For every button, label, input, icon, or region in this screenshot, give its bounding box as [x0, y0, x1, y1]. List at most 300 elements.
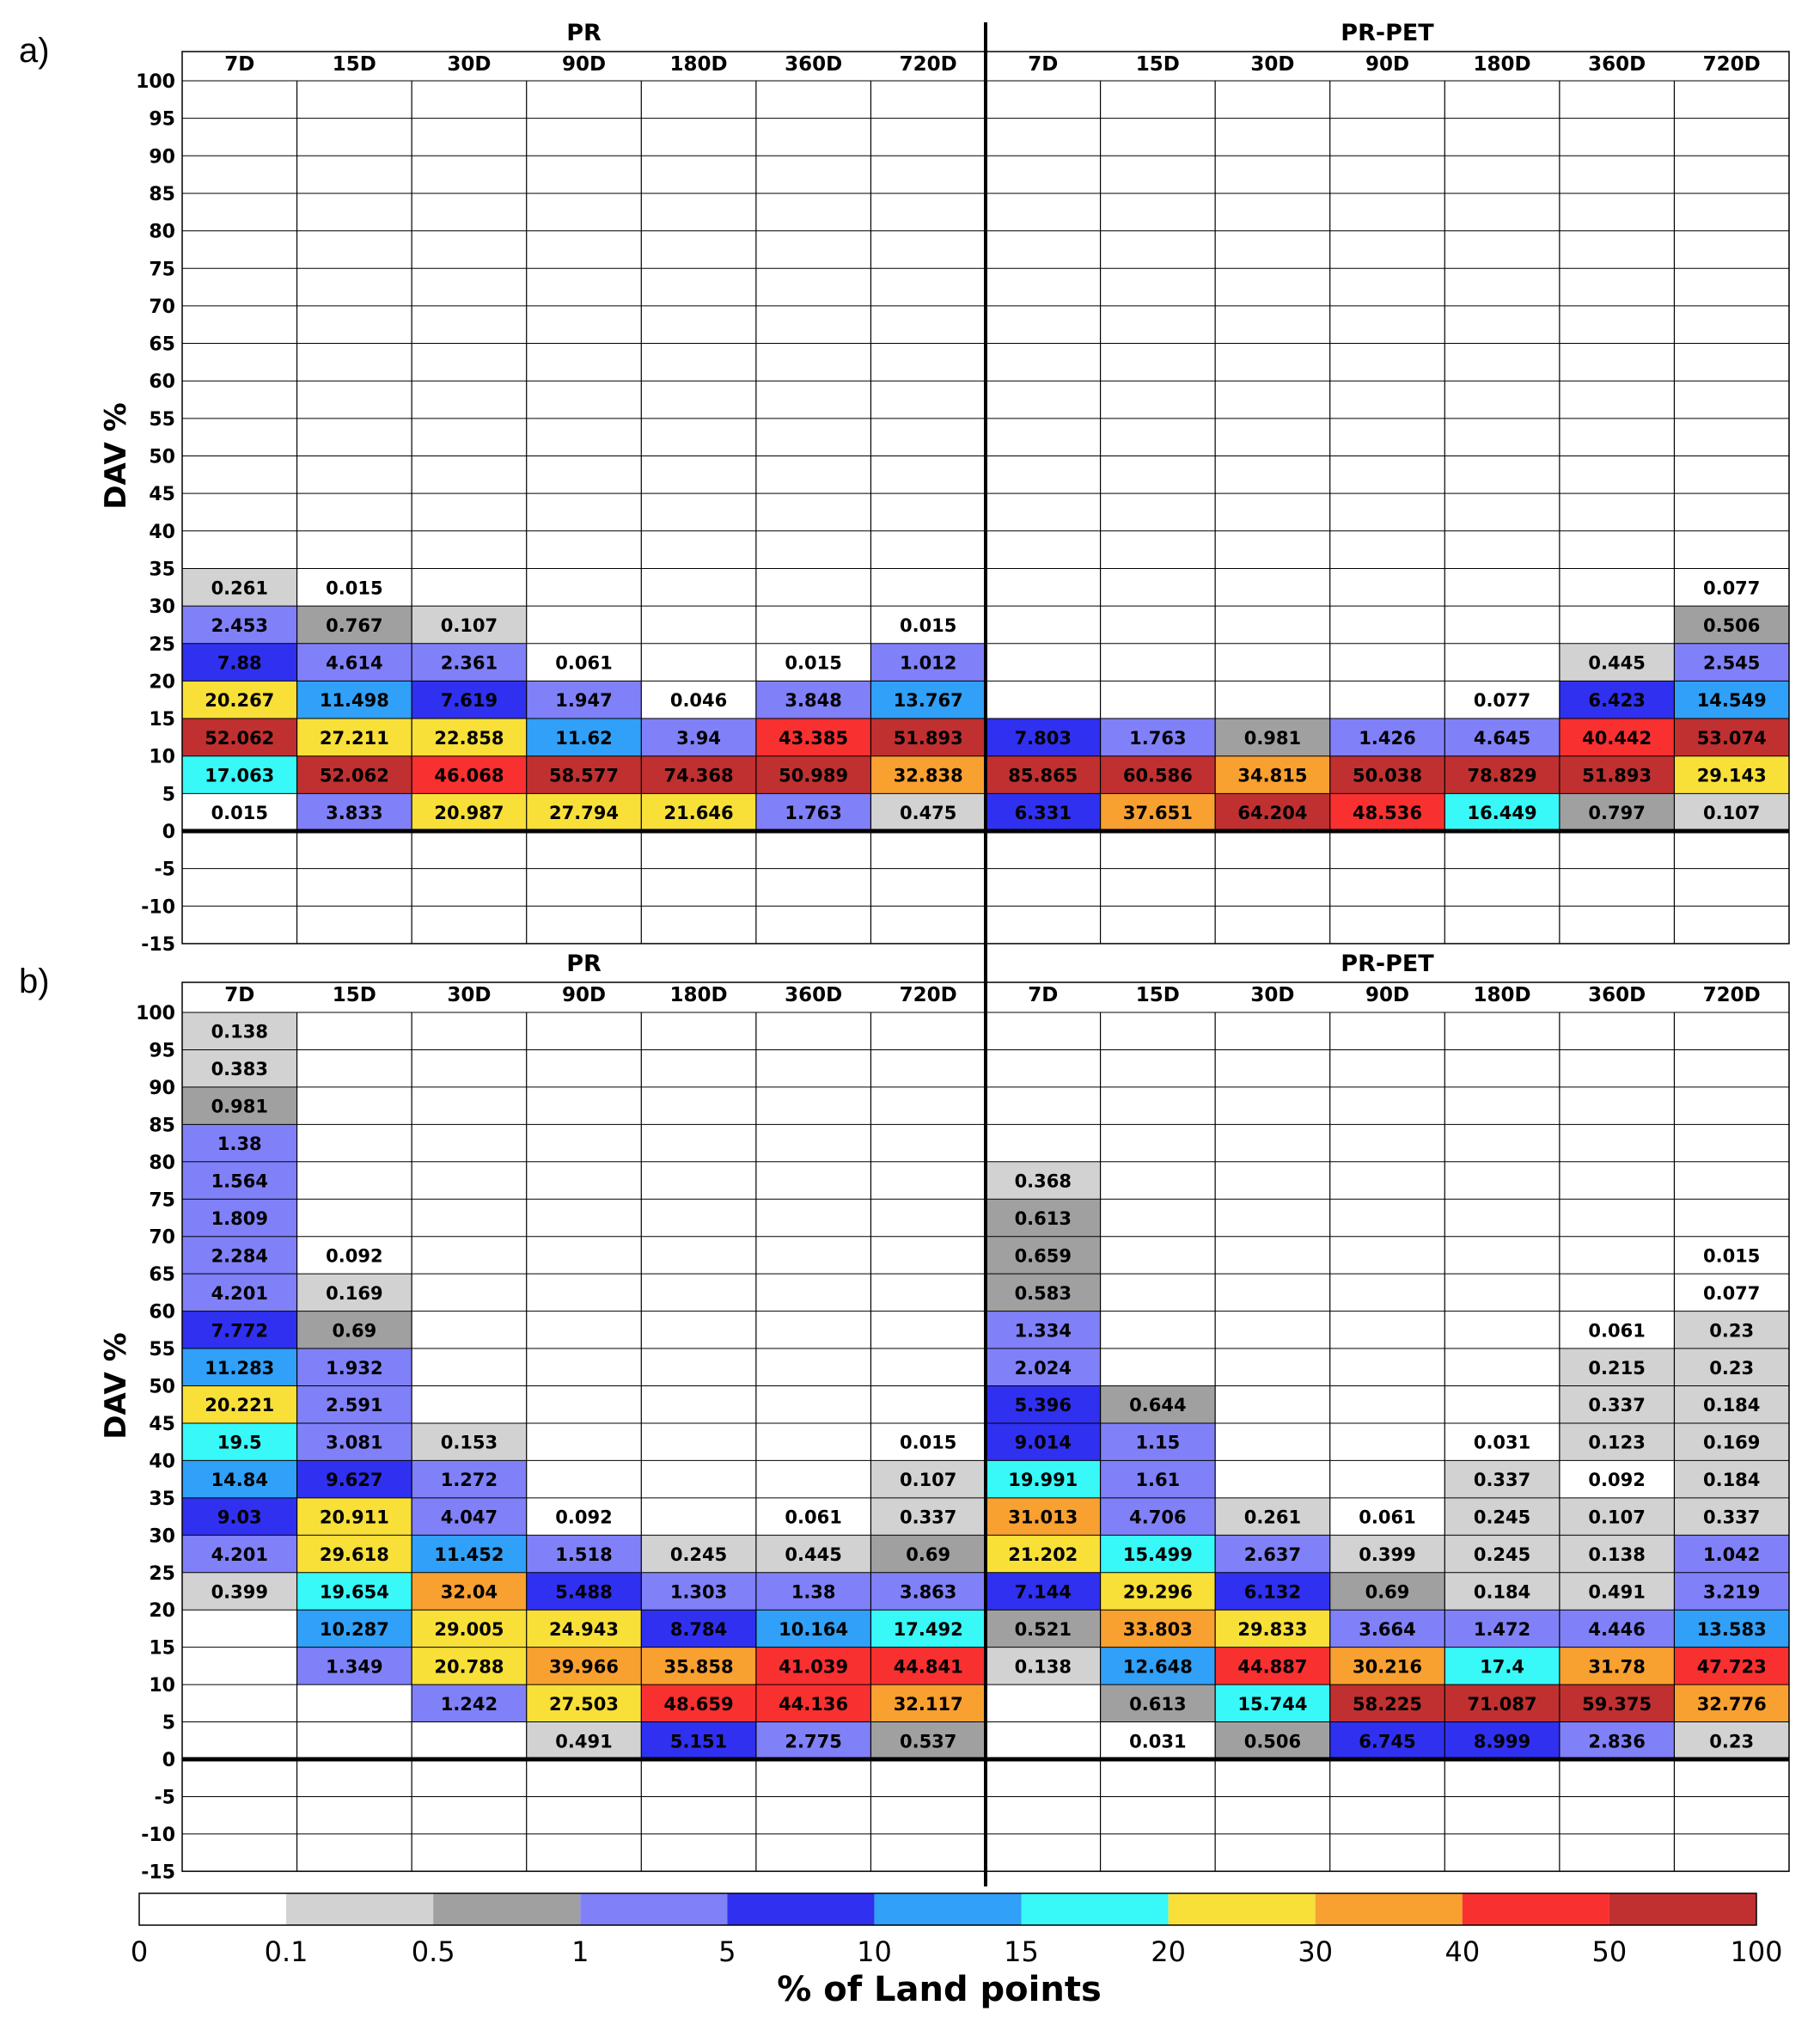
cell-value-label: 12.648	[1122, 1656, 1193, 1678]
panel-label: b)	[19, 963, 50, 1000]
column-label: 180D	[669, 984, 728, 1006]
y-tick-label: 85	[149, 1115, 175, 1137]
cell-value-label: 15.744	[1237, 1693, 1308, 1715]
y-tick-label: 5	[162, 784, 175, 806]
cell-value-label: 14.84	[211, 1470, 269, 1491]
column-label: 90D	[561, 53, 607, 76]
cell-value-label: 29.296	[1122, 1581, 1193, 1603]
column-label: 30D	[447, 984, 492, 1006]
cell-value-label: 11.452	[434, 1544, 504, 1566]
cell-value-label: 2.284	[211, 1245, 269, 1267]
colorbar-tick-label: 5	[718, 1935, 736, 1968]
cell-value-label: 0.537	[899, 1731, 957, 1752]
cell-value-label: 9.014	[1014, 1432, 1072, 1453]
cell-value-label: 58.577	[548, 765, 620, 786]
colorbar-segment	[874, 1893, 1021, 1925]
cell-value-label: 29.143	[1696, 765, 1767, 786]
cell-value-label: 21.646	[663, 803, 734, 824]
colorbar-segment	[286, 1893, 433, 1925]
y-tick-label: 15	[149, 1637, 175, 1660]
cell-value-label: 32.776	[1696, 1693, 1767, 1715]
group-header: PR-PET	[1341, 951, 1434, 977]
cell-value-label: 3.664	[1359, 1618, 1416, 1640]
cell-value-label: 0.015	[899, 1432, 957, 1453]
cell-value-label: 1.15	[1135, 1432, 1181, 1453]
cell-value-label: 0.015	[326, 578, 383, 599]
colorbar-tick-label: 1	[571, 1935, 589, 1968]
colorbar-tick-label: 10	[857, 1935, 892, 1968]
cell-value-label: 5.151	[669, 1731, 728, 1752]
cell-value-label: 0.138	[211, 1021, 269, 1042]
cell-value-label: 19.654	[319, 1581, 389, 1603]
column-label: 90D	[561, 984, 607, 1006]
cell-value-label: 4.645	[1473, 727, 1531, 749]
cell-value-label: 3.848	[785, 690, 842, 712]
cell-value-label: 17.4	[1480, 1656, 1524, 1678]
y-tick-label: 90	[149, 146, 175, 168]
cell-value-label: 17.063	[205, 765, 275, 786]
heatmap-panel-a	[19, 20, 1789, 956]
y-tick-label: 10	[149, 1675, 175, 1697]
cell-value-label: 58.225	[1352, 1693, 1423, 1715]
cell-value-label: 0.613	[1014, 1208, 1072, 1229]
column-label: 15D	[332, 53, 376, 76]
cell-value-label: 19.5	[217, 1432, 262, 1453]
column-label: 720D	[1702, 53, 1761, 76]
y-tick-label: -5	[154, 1787, 175, 1809]
y-tick-label: 50	[149, 1376, 175, 1398]
colorbar-segment	[1316, 1893, 1463, 1925]
y-tick-label: -15	[141, 933, 175, 956]
cell-value-label: 27.211	[319, 727, 389, 749]
y-tick-label: 25	[149, 1562, 175, 1585]
cell-value-label: 11.283	[205, 1357, 275, 1379]
cell-value-label: 64.204	[1237, 803, 1308, 824]
y-tick-label: 85	[149, 183, 175, 205]
cell-value-label: 27.794	[548, 803, 620, 824]
cell-value-label: 0.061	[555, 652, 613, 674]
y-axis-label: DAV %	[99, 402, 133, 510]
column-label: 15D	[1135, 53, 1180, 76]
cell-value-label: 3.219	[1702, 1581, 1761, 1603]
cell-value-label: 1.564	[211, 1171, 269, 1192]
cell-value-label: 0.445	[785, 1544, 842, 1566]
cell-value-label: 10.287	[319, 1618, 389, 1640]
y-tick-label: 55	[149, 408, 175, 431]
colorbar-tick-label: 100	[1730, 1935, 1783, 1968]
y-tick-label: 30	[149, 596, 175, 619]
colorbar-segment	[139, 1893, 286, 1925]
cell-value-label: 1.349	[326, 1656, 383, 1678]
column-label: 90D	[1365, 53, 1410, 76]
cell-value-label: 29.833	[1237, 1618, 1308, 1640]
cell-value-label: 1.518	[555, 1544, 613, 1566]
colorbar-tick-label: 40	[1444, 1935, 1481, 1968]
cell-value-label: 51.893	[893, 727, 963, 749]
cell-value-label: 7.772	[211, 1320, 269, 1342]
cell-value-label: 39.966	[548, 1656, 620, 1678]
cell-value-label: 14.549	[1696, 690, 1767, 712]
cell-value-label: 20.911	[319, 1507, 389, 1528]
group-header: PR	[566, 20, 602, 46]
cell-value-label: 0.169	[1702, 1432, 1761, 1453]
colorbar-tick-label: 50	[1591, 1935, 1628, 1968]
cell-value-label: 9.03	[217, 1507, 262, 1528]
colorbar-segment	[1169, 1893, 1316, 1925]
cell-value-label: 3.94	[676, 727, 721, 749]
cell-value-label: 20.267	[205, 690, 275, 712]
cell-value-label: 21.202	[1008, 1544, 1078, 1566]
cell-value-label: 0.153	[440, 1432, 498, 1453]
cell-value-label: 0.613	[1129, 1693, 1187, 1715]
cell-value-label: 31.013	[1008, 1507, 1078, 1528]
cell-value-label: 1.947	[555, 690, 613, 712]
cell-value-label: 0.123	[1588, 1432, 1646, 1453]
cell-value-label: 0.015	[1702, 1245, 1761, 1267]
cell-value-label: 4.201	[211, 1544, 269, 1566]
cell-value-label: 0.506	[1702, 614, 1761, 636]
column-label: 720D	[899, 984, 957, 1006]
colorbar-segment	[1609, 1893, 1756, 1925]
cell-value-label: 0.031	[1473, 1432, 1531, 1453]
cell-value-label: 44.136	[779, 1693, 849, 1715]
cell-value-label: 46.068	[434, 765, 504, 786]
cell-value-label: 48.536	[1352, 803, 1423, 824]
y-tick-label: -5	[154, 859, 175, 881]
cell-value-label: 7.88	[217, 652, 262, 674]
cell-value-label: 0.061	[1359, 1507, 1416, 1528]
column-label: 180D	[669, 53, 728, 76]
cell-value-label: 32.838	[893, 765, 963, 786]
cell-value-label: 3.863	[899, 1581, 957, 1603]
cell-value-label: 0.184	[1702, 1470, 1761, 1491]
cell-value-label: 0.092	[1588, 1470, 1646, 1491]
column-label: 720D	[899, 53, 957, 76]
y-tick-label: 20	[149, 671, 175, 694]
cell-value-label: 0.491	[1588, 1581, 1646, 1603]
cell-value-label: 3.833	[326, 803, 383, 824]
column-label: 30D	[447, 53, 492, 76]
y-tick-label: -10	[141, 896, 175, 919]
column-label: 30D	[1250, 984, 1295, 1006]
cell-value-label: 29.618	[319, 1544, 389, 1566]
cell-value-label: 0.368	[1014, 1171, 1072, 1192]
column-label: 15D	[1135, 984, 1180, 1006]
column-label: 30D	[1250, 53, 1295, 76]
cell-value-label: 17.492	[893, 1618, 963, 1640]
cell-value-label: 0.138	[1014, 1656, 1072, 1678]
cell-value-label: 1.042	[1702, 1544, 1761, 1566]
column-label: 360D	[1588, 984, 1646, 1006]
y-tick-label: 55	[149, 1339, 175, 1361]
cell-value-label: 0.184	[1473, 1581, 1531, 1603]
y-tick-label: 5	[162, 1712, 175, 1734]
cell-value-label: 24.943	[548, 1618, 620, 1640]
cell-value-label: 1.38	[217, 1134, 262, 1155]
cell-value-label: 0.015	[785, 652, 842, 674]
cell-value-label: 7.803	[1014, 727, 1072, 749]
column-label: 7D	[224, 53, 255, 76]
cell-value-label: 15.499	[1122, 1544, 1193, 1566]
y-tick-label: 35	[149, 1488, 175, 1510]
cell-value-label: 10.164	[779, 1618, 849, 1640]
cell-value-label: 2.361	[440, 652, 498, 674]
cell-value-label: 1.334	[1014, 1320, 1072, 1342]
y-tick-label: 50	[149, 446, 175, 468]
cell-value-label: 8.999	[1473, 1731, 1531, 1752]
cell-value-label: 0.245	[1473, 1544, 1531, 1566]
cell-value-label: 16.449	[1467, 803, 1537, 824]
cell-value-label: 71.087	[1467, 1693, 1537, 1715]
cell-value-label: 0.245	[1473, 1507, 1531, 1528]
cell-value-label: 31.78	[1588, 1656, 1646, 1678]
cell-value-label: 0.184	[1702, 1395, 1761, 1416]
cell-value-label: 1.472	[1473, 1618, 1531, 1640]
cell-value-label: 0.107	[440, 614, 498, 636]
colorbar-label: % of Land points	[777, 1970, 1102, 2009]
y-tick-label: 95	[149, 108, 175, 131]
cell-value-label: 6.423	[1588, 690, 1646, 712]
y-tick-label: 40	[149, 521, 175, 543]
cell-value-label: 8.784	[669, 1618, 728, 1640]
cell-value-label: 20.788	[434, 1656, 504, 1678]
cell-value-label: 3.081	[326, 1432, 383, 1453]
cell-value-label: 0.583	[1014, 1282, 1072, 1304]
cell-value-label: 0.399	[211, 1581, 269, 1603]
colorbar-tick-label: 20	[1151, 1935, 1186, 1968]
colorbar-segment	[1022, 1893, 1169, 1925]
y-tick-label: 75	[149, 1189, 175, 1212]
cell-value-label: 0.138	[1588, 1544, 1646, 1566]
cell-value-label: 6.745	[1359, 1731, 1416, 1752]
cell-value-label: 6.132	[1243, 1581, 1302, 1603]
cell-value-label: 0.337	[1473, 1470, 1531, 1491]
column-label: 7D	[224, 984, 255, 1006]
cell-value-label: 0.23	[1709, 1731, 1755, 1752]
y-tick-label: -10	[141, 1824, 175, 1846]
cell-value-label: 2.024	[1014, 1357, 1072, 1379]
y-tick-label: 35	[149, 559, 175, 581]
cell-value-label: 13.583	[1696, 1618, 1767, 1640]
cell-value-label: 44.887	[1237, 1656, 1308, 1678]
cell-value-label: 2.775	[785, 1731, 842, 1752]
column-label: 7D	[1028, 53, 1059, 76]
cell-value-label: 1.763	[1129, 727, 1187, 749]
y-tick-label: 0	[162, 822, 175, 843]
cell-value-label: 0.337	[1702, 1507, 1761, 1528]
cell-value-label: 0.69	[1365, 1581, 1410, 1603]
y-tick-label: 75	[149, 259, 175, 281]
cell-value-label: 0.077	[1702, 1282, 1761, 1304]
y-tick-label: 30	[149, 1525, 175, 1548]
cell-value-label: 1.272	[440, 1470, 498, 1491]
cell-value-label: 0.061	[1588, 1320, 1646, 1342]
y-tick-label: 80	[149, 1152, 175, 1174]
cell-value-label: 0.69	[906, 1544, 951, 1566]
cell-value-label: 30.216	[1352, 1656, 1423, 1678]
y-tick-label: 90	[149, 1077, 175, 1099]
cell-value-label: 4.047	[440, 1507, 498, 1528]
cell-value-label: 0.69	[332, 1320, 377, 1342]
cell-value-label: 0.107	[1588, 1507, 1646, 1528]
cell-value-label: 6.331	[1014, 803, 1072, 824]
cell-value-label: 20.987	[434, 803, 504, 824]
cell-value-label: 52.062	[319, 765, 389, 786]
cell-value-label: 0.475	[899, 803, 957, 824]
column-label: 7D	[1028, 984, 1059, 1006]
y-tick-label: 20	[149, 1600, 175, 1623]
cell-value-label: 53.074	[1696, 727, 1767, 749]
cell-value-label: 48.659	[663, 1693, 734, 1715]
cell-value-label: 2.637	[1243, 1544, 1302, 1566]
cell-value-label: 2.545	[1702, 652, 1761, 674]
colorbar-segment	[580, 1893, 727, 1925]
cell-value-label: 0.491	[555, 1731, 613, 1752]
cell-value-label: 0.107	[1702, 803, 1761, 824]
cell-value-label: 1.012	[899, 652, 957, 674]
cell-value-label: 0.521	[1014, 1618, 1072, 1640]
cell-value-label: 0.107	[899, 1470, 957, 1491]
y-tick-label: -15	[141, 1862, 175, 1884]
y-tick-label: 25	[149, 633, 175, 656]
y-tick-label: 10	[149, 746, 175, 768]
cell-value-label: 0.337	[899, 1507, 957, 1528]
y-tick-label: 80	[149, 221, 175, 243]
y-tick-label: 60	[149, 1301, 175, 1324]
cell-value-label: 0.245	[669, 1544, 728, 1566]
cell-value-label: 0.659	[1014, 1245, 1072, 1267]
cell-value-label: 40.442	[1582, 727, 1652, 749]
cell-value-label: 0.383	[211, 1059, 269, 1080]
cell-value-label: 41.039	[779, 1656, 849, 1678]
cell-value-label: 27.503	[548, 1693, 620, 1715]
cell-value-label: 1.426	[1359, 727, 1416, 749]
cell-value-label: 13.767	[893, 690, 963, 712]
y-tick-label: 0	[162, 1750, 175, 1771]
y-tick-label: 45	[149, 1413, 175, 1435]
cell-value-label: 4.706	[1129, 1507, 1187, 1528]
cell-value-label: 0.077	[1702, 578, 1761, 599]
column-label: 180D	[1473, 53, 1531, 76]
cell-value-label: 0.797	[1588, 803, 1646, 824]
cell-value-label: 2.453	[211, 614, 269, 636]
colorbar-tick-label: 0.1	[264, 1935, 308, 1968]
cell-value-label: 32.04	[440, 1581, 498, 1603]
cell-value-label: 60.586	[1122, 765, 1193, 786]
cell-value-label: 32.117	[893, 1693, 963, 1715]
cell-value-label: 1.809	[211, 1208, 269, 1229]
cell-value-label: 4.614	[326, 652, 383, 674]
cell-value-label: 0.215	[1588, 1357, 1646, 1379]
cell-value-label: 1.932	[326, 1357, 383, 1379]
cell-value-label: 0.767	[326, 614, 383, 636]
cell-value-label: 0.981	[211, 1096, 269, 1117]
column-label: 720D	[1702, 984, 1761, 1006]
y-tick-label: 65	[149, 333, 175, 356]
cell-value-label: 0.981	[1243, 727, 1302, 749]
cell-value-label: 0.169	[326, 1282, 383, 1304]
cell-value-label: 2.591	[326, 1395, 383, 1416]
colorbar-segment	[433, 1893, 580, 1925]
y-tick-label: 45	[149, 484, 175, 506]
colorbar-tick-label: 0.5	[411, 1935, 455, 1968]
cell-value-label: 33.803	[1122, 1618, 1193, 1640]
cell-value-label: 1.303	[669, 1581, 728, 1603]
y-tick-label: 40	[149, 1451, 175, 1473]
cell-value-label: 52.062	[205, 727, 275, 749]
y-tick-label: 95	[149, 1040, 175, 1062]
cell-value-label: 0.23	[1709, 1357, 1755, 1379]
cell-value-label: 0.337	[1588, 1395, 1646, 1416]
y-tick-label: 60	[149, 371, 175, 394]
column-label: 15D	[332, 984, 376, 1006]
group-header: PR-PET	[1341, 20, 1434, 46]
cell-value-label: 20.221	[205, 1395, 275, 1416]
cell-value-label: 2.836	[1588, 1731, 1646, 1752]
cell-value-label: 43.385	[779, 727, 849, 749]
cell-value-label: 0.061	[785, 1507, 842, 1528]
cell-value-label: 35.858	[663, 1656, 734, 1678]
cell-value-label: 0.015	[211, 803, 269, 824]
cell-value-label: 7.619	[440, 690, 498, 712]
column-label: 360D	[785, 53, 843, 76]
cell-value-label: 0.092	[555, 1507, 613, 1528]
cell-value-label: 78.829	[1467, 765, 1537, 786]
cell-value-label: 0.506	[1243, 1731, 1302, 1752]
cell-value-label: 1.242	[440, 1693, 498, 1715]
cell-value-label: 1.763	[785, 803, 842, 824]
cell-value-label: 4.201	[211, 1282, 269, 1304]
cell-value-label: 34.815	[1237, 765, 1308, 786]
cell-value-label: 29.005	[434, 1618, 504, 1640]
cell-value-label: 50.989	[779, 765, 849, 786]
cell-value-label: 0.031	[1129, 1731, 1187, 1752]
cell-value-label: 1.38	[791, 1581, 836, 1603]
colorbar	[131, 1893, 1783, 2009]
cell-value-label: 0.015	[899, 614, 957, 636]
cell-value-label: 0.23	[1709, 1320, 1755, 1342]
cell-value-label: 4.446	[1588, 1618, 1646, 1640]
panel-label: a)	[19, 32, 50, 70]
colorbar-tick-label: 0	[130, 1935, 149, 1968]
cell-value-label: 37.651	[1122, 803, 1193, 824]
y-tick-label: 70	[149, 1226, 175, 1249]
cell-value-label: 0.092	[326, 1245, 383, 1267]
cell-value-label: 44.841	[893, 1656, 963, 1678]
column-label: 360D	[1588, 53, 1646, 76]
cell-value-label: 7.144	[1014, 1581, 1072, 1603]
cell-value-label: 0.399	[1359, 1544, 1416, 1566]
colorbar-segment	[727, 1893, 874, 1925]
y-tick-label: 70	[149, 296, 175, 318]
y-tick-label: 65	[149, 1264, 175, 1287]
column-label: 360D	[785, 984, 843, 1006]
cell-value-label: 9.627	[326, 1470, 383, 1491]
cell-value-label: 19.991	[1008, 1470, 1078, 1491]
cell-value-label: 5.396	[1014, 1395, 1072, 1416]
cell-value-label: 1.61	[1135, 1470, 1181, 1491]
cell-value-label: 11.498	[319, 690, 389, 712]
y-axis-label: DAV %	[99, 1332, 133, 1440]
cell-value-label: 59.375	[1582, 1693, 1652, 1715]
cell-value-label: 0.261	[211, 578, 269, 599]
column-label: 180D	[1473, 984, 1531, 1006]
heatmap-panel-b	[19, 951, 1789, 1883]
cell-value-label: 0.445	[1588, 652, 1646, 674]
cell-value-label: 47.723	[1696, 1656, 1767, 1678]
colorbar-tick-label: 15	[1004, 1935, 1039, 1968]
cell-value-label: 50.038	[1352, 765, 1423, 786]
